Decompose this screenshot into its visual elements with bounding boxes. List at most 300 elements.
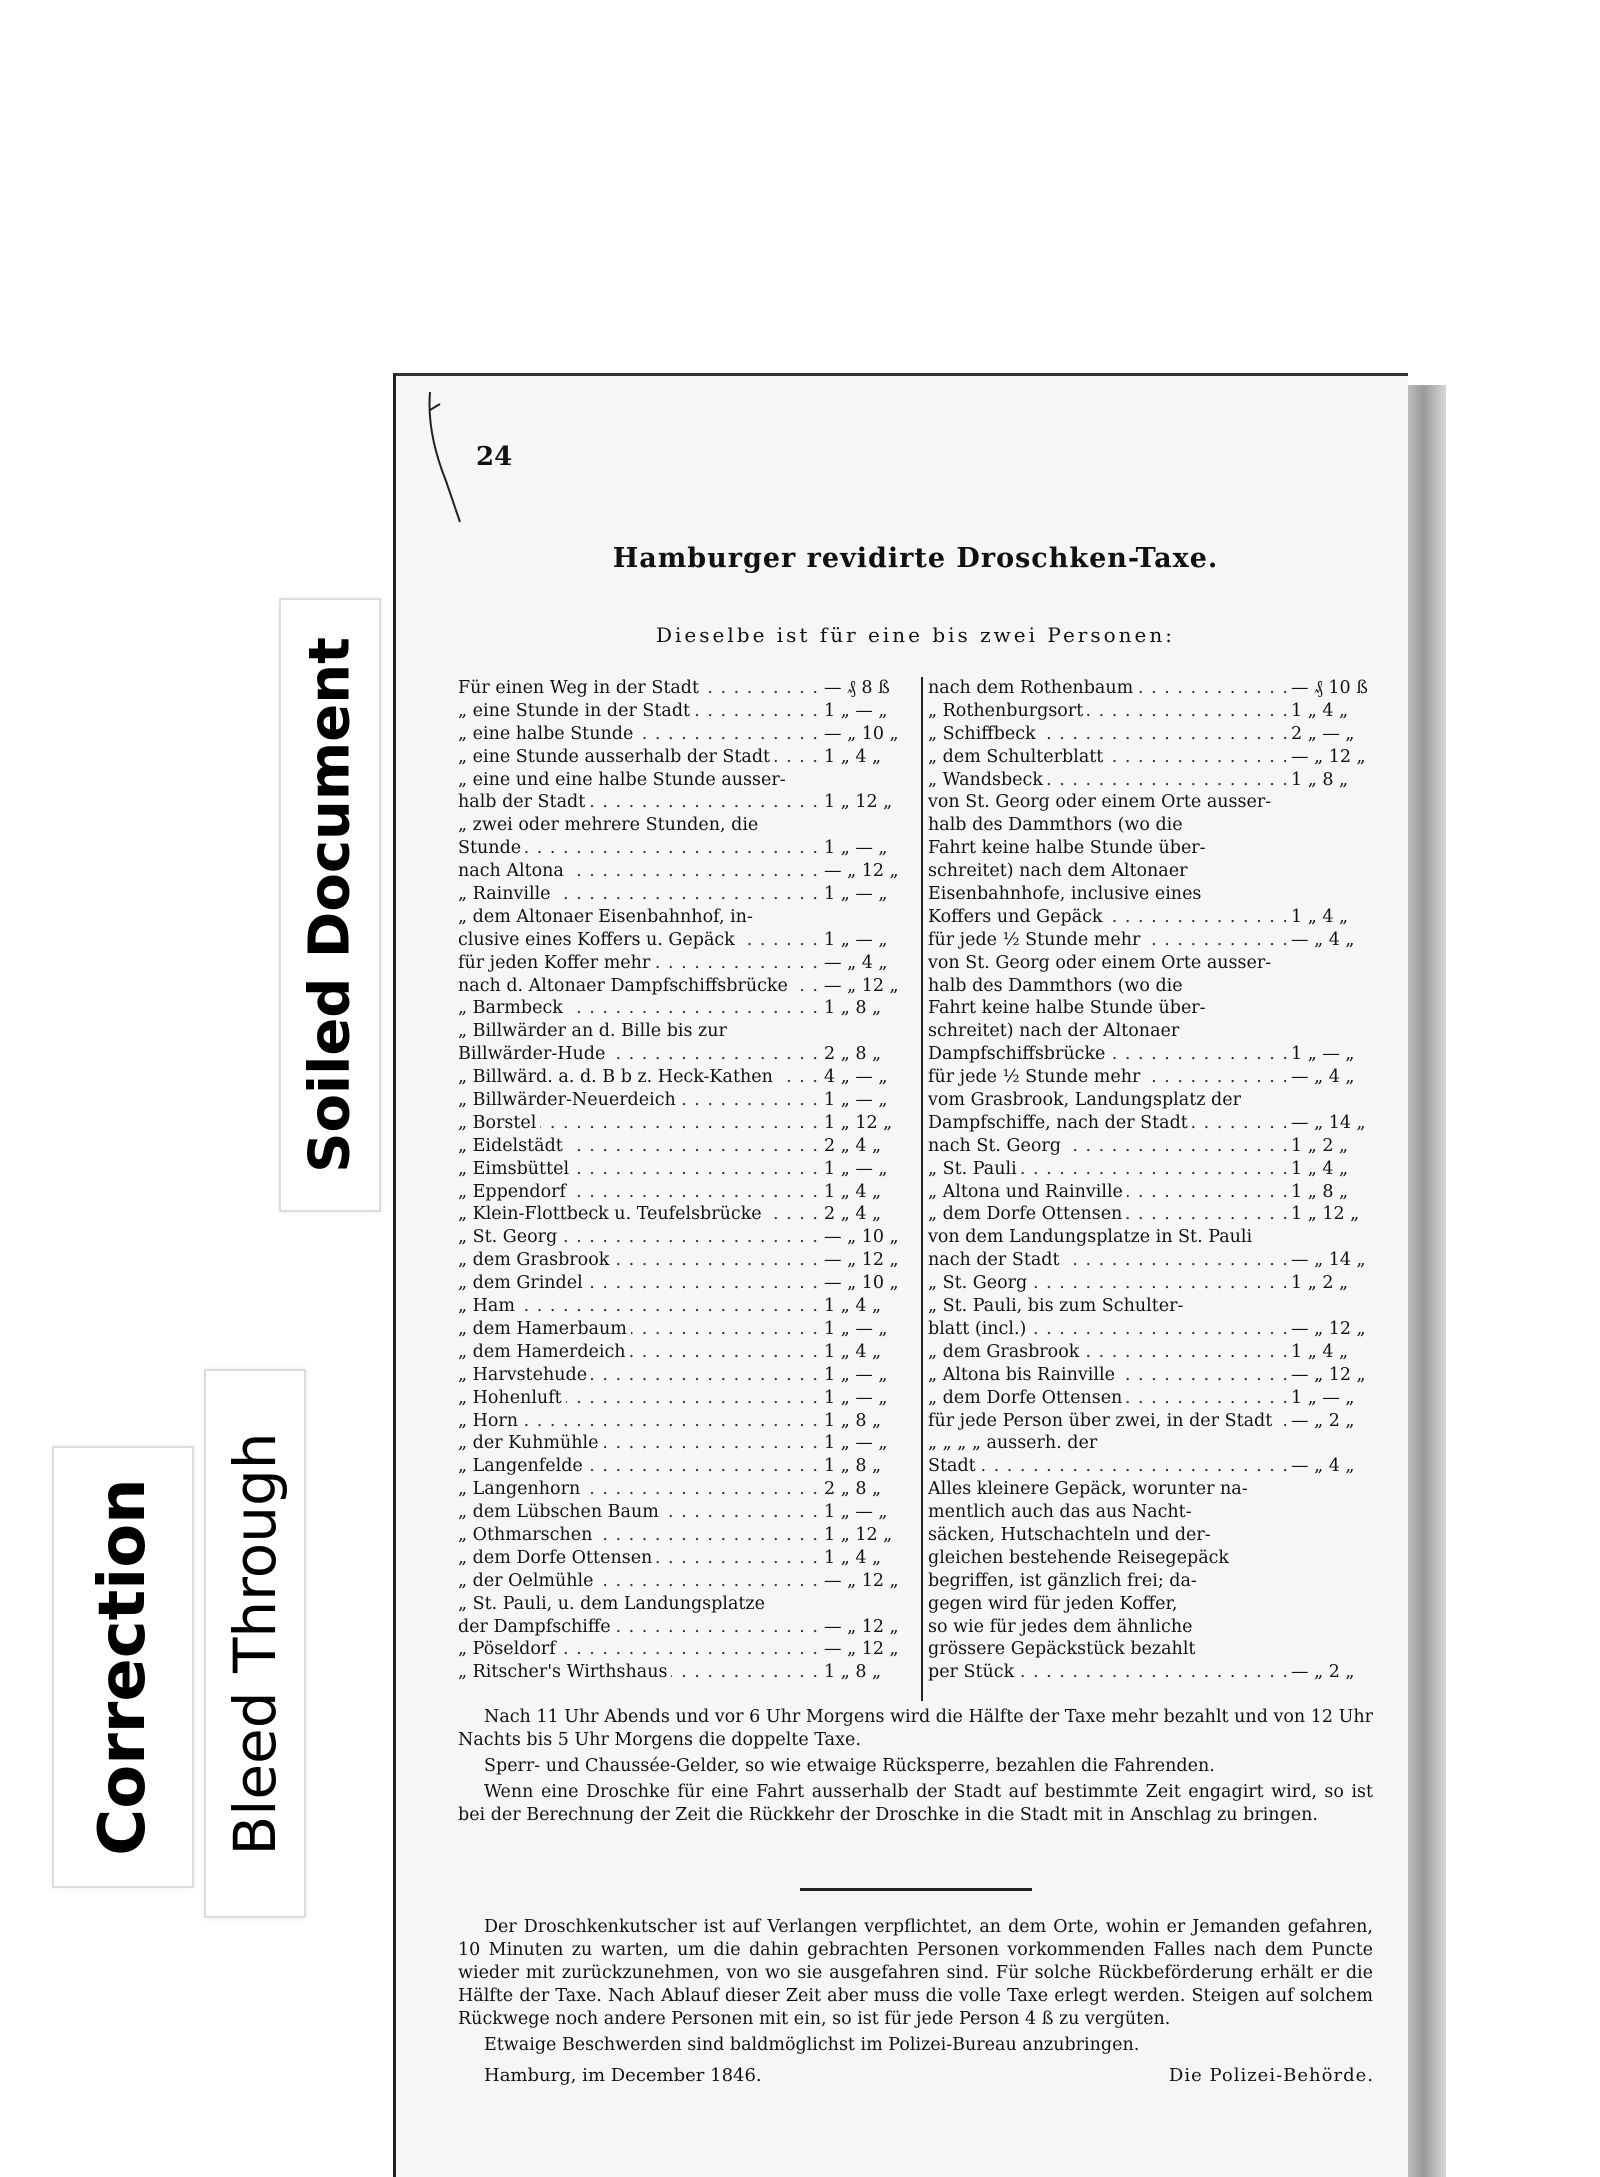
tariff-destination-text: „ Barmbeck [458, 998, 567, 1018]
tariff-destination-text: „ Klein-Flottbeck u. Teufelsbrücke [458, 1204, 766, 1224]
tariff-row [458, 723, 916, 746]
tariff-row [928, 1341, 1373, 1364]
tariff-row [928, 1112, 1373, 1135]
tariff-destination-text: „ dem Lübschen Baum [458, 1502, 663, 1522]
tariff-price: 1 „ — „ [1291, 1044, 1355, 1065]
tariff-price: 1 „ — „ [1291, 1387, 1355, 1408]
tariff-row [928, 1181, 1373, 1204]
tariff-destination [928, 1318, 1287, 1341]
tariff-price: — „ 12 „ [1291, 1364, 1366, 1385]
tariff-row [928, 723, 1373, 746]
tariff-destination-text: so wie für jedes dem ähnliche [928, 1617, 1196, 1637]
tariff-column-right [928, 677, 1373, 1684]
tariff-price: — „ 12 „ [1291, 1318, 1366, 1339]
tariff-destination [458, 1043, 820, 1066]
tariff-destination [458, 791, 820, 814]
tariff-row [928, 1226, 1373, 1249]
tariff-destination-text: von dem Landungsplatze in St. Pauli [928, 1227, 1256, 1247]
tariff-destination-text: „ dem Schulterblatt [928, 747, 1107, 767]
tariff-destination-text: „ Borstel [458, 1113, 540, 1133]
tariff-destination [458, 746, 820, 769]
tariff-price: 1 „ 4 „ [824, 1296, 882, 1317]
tariff-price: 1 „ 4 „ [824, 1181, 882, 1202]
tariff-row [458, 1249, 916, 1272]
tariff-destination [458, 860, 820, 883]
tariff-destination-text: „ Billwärd. a. d. B b z. Heck-Kathen [458, 1067, 777, 1087]
tariff-row [458, 700, 916, 723]
tariff-destination [458, 1387, 820, 1410]
tariff-destination [928, 1135, 1287, 1158]
tariff-price: 1 „ 8 „ [824, 1456, 882, 1477]
tariff-destination-text: „ Schiffbeck [928, 724, 1040, 744]
tariff-destination [928, 1661, 1287, 1684]
page-number: 24 [476, 442, 513, 472]
tariff-destination-text: für jede Person über zwei, in der Stadt [928, 1411, 1276, 1431]
tariff-destination-text: „ zwei oder mehrere Stunden, die [458, 815, 762, 835]
tariff-row [458, 814, 916, 837]
tariff-destination-text: „ dem Grindel [458, 1273, 587, 1293]
tariff-row [458, 1524, 916, 1547]
tariff-row [458, 1066, 916, 1089]
tariff-destination [928, 1181, 1287, 1204]
pen-mark-icon [426, 386, 466, 526]
tariff-row [928, 1432, 1373, 1455]
tariff-row [928, 1295, 1373, 1318]
tariff-row [928, 677, 1373, 700]
tariff-destination-text: schreitet) nach der Altonaer [928, 1021, 1183, 1041]
tariff-destination-text: „ eine und eine halbe Stunde ausser- [458, 770, 790, 790]
tariff-destination [928, 1616, 1287, 1639]
tariff-row [458, 769, 916, 792]
tariff-destination-text: „ „ „ „ ausserh. der [928, 1433, 1101, 1453]
document-subtitle: Dieselbe ist für eine bis zwei Personen: [656, 623, 1175, 647]
tariff-destination [458, 1547, 820, 1570]
tariff-destination-text: „ dem Dorfe Ottensen [928, 1204, 1126, 1224]
tariff-destination [458, 1272, 820, 1295]
tariff-price: — „ 14 „ [1291, 1112, 1366, 1133]
tariff-destination [928, 1203, 1287, 1226]
tariff-row [458, 791, 916, 814]
tariff-destination [458, 1020, 820, 1043]
tariff-row [458, 1455, 916, 1478]
tariff-destination [928, 1593, 1287, 1616]
tariff-destination [928, 1638, 1287, 1661]
tariff-row [458, 1638, 916, 1661]
note-paragraph: Nach 11 Uhr Abends und vor 6 Uhr Morgens wird die Hälfte der Taxe mehr bezahlt und von 12 Uhr Nachts bis 5 Uhr Morgens die doppelte Taxe. [458, 1707, 1373, 1750]
tariff-row [458, 883, 916, 906]
tariff-destination-text: „ dem Hamerbaum [458, 1319, 631, 1339]
tariff-destination [928, 791, 1287, 814]
tariff-price: 1 „ — „ [824, 1502, 888, 1523]
tariff-destination-text: „ dem Hamerdeich [458, 1342, 630, 1362]
tariff-destination [928, 1501, 1287, 1524]
tariff-destination-text: „ Ham [458, 1296, 519, 1316]
tariff-destination [928, 1570, 1287, 1593]
tariff-destination [458, 1432, 820, 1455]
tariff-destination [458, 677, 820, 700]
tariff-destination [458, 814, 820, 837]
tariff-destination-text: Dampfschiffe, nach der Stadt [928, 1113, 1192, 1133]
tariff-destination [928, 1158, 1287, 1181]
tariff-destination-text: „ Eppendorf [458, 1182, 570, 1202]
tariff-price: 2 „ 4 „ [824, 1135, 882, 1156]
tariff-row [458, 1295, 916, 1318]
tariff-row [458, 997, 916, 1020]
tariff-row [928, 791, 1373, 814]
tariff-destination [458, 1226, 820, 1249]
tariff-destination-text: halb des Dammthors (wo die [928, 976, 1187, 996]
tariff-destination-text: Eisenbahnhofe, inclusive eines [928, 884, 1205, 904]
tariff-destination [928, 746, 1287, 769]
tariff-destination-text: „ St. Pauli, u. dem Landungsplatze [458, 1594, 769, 1614]
tariff-destination-text: grössere Gepäckstück bezahlt [928, 1639, 1199, 1659]
tariff-row [928, 1020, 1373, 1043]
tariff-price: 1 „ — „ [824, 1158, 888, 1179]
column-divider [921, 677, 923, 1701]
tariff-row [458, 1341, 916, 1364]
tariff-destination-text: „ Rothenburgsort [928, 701, 1087, 721]
tariff-destination [928, 1364, 1287, 1387]
tariff-row [458, 1272, 916, 1295]
tariff-destination [928, 723, 1287, 746]
tariff-row [458, 837, 916, 860]
tariff-row [458, 1089, 916, 1112]
tariff-price: — „ 12 „ [824, 1570, 899, 1591]
tariff-destination-text: „ Eimsbüttel [458, 1159, 573, 1179]
issuing-authority: Die Polizei-Behörde. [1168, 2065, 1374, 2086]
tariff-row [928, 1593, 1373, 1616]
tariff-price: 1 „ 8 „ [1291, 769, 1349, 790]
tariff-row [928, 1158, 1373, 1181]
soiled-document-label [279, 598, 381, 1212]
tariff-row [458, 1387, 916, 1410]
tariff-destination [928, 860, 1287, 883]
tariff-price: 1 „ — „ [824, 700, 888, 721]
tariff-destination [458, 1341, 820, 1364]
tariff-destination-text: „ dem Altonaer Eisenbahnhof, in- [458, 907, 757, 927]
tariff-price: 1 „ — „ [824, 1387, 888, 1408]
tariff-price: 1 „ — „ [824, 884, 888, 905]
tariff-price: — „ 12 „ [824, 1250, 899, 1271]
tariff-price: 4 „ — „ [824, 1067, 888, 1088]
tariff-row [458, 1318, 916, 1341]
tariff-destination-text: Fahrt keine halbe Stunde über- [928, 838, 1210, 858]
tariff-destination [458, 1410, 820, 1433]
tariff-row [458, 1570, 916, 1593]
tariff-destination-text: „ Billwärder an d. Bille bis zur [458, 1021, 731, 1041]
tariff-row [928, 975, 1373, 998]
tariff-price: 1 „ 4 „ [824, 1341, 882, 1362]
tariff-row [458, 1616, 916, 1639]
tariff-destination-text: begriffen, ist gänzlich frei; da- [928, 1571, 1201, 1591]
tariff-destination [928, 1547, 1287, 1570]
tariff-price: 1 „ 4 „ [824, 1547, 882, 1568]
tariff-row [928, 837, 1373, 860]
tariff-price: 1 „ 4 „ [1291, 1158, 1349, 1179]
tariff-destination [928, 1524, 1287, 1547]
tariff-destination-text: „ Harvstehude [458, 1365, 591, 1385]
correction-label [52, 1446, 194, 1888]
place-date: Hamburg, im December 1846. [484, 2065, 762, 2086]
tariff-destination [458, 1616, 820, 1639]
tariff-destination [458, 952, 820, 975]
tariff-destination-text: „ Horn [458, 1411, 522, 1431]
tariff-price: — „ 12 „ [824, 975, 899, 996]
tariff-price: 1 „ 8 „ [824, 1410, 882, 1431]
tariff-row [458, 1020, 916, 1043]
tariff-destination [458, 1478, 820, 1501]
tariff-destination [928, 952, 1287, 975]
tariff-destination [458, 1524, 820, 1547]
tariff-destination-text: für jede ½ Stunde mehr [928, 1067, 1144, 1087]
tariff-destination-text: Stadt [928, 1456, 980, 1476]
tariff-notes [458, 1706, 1373, 1830]
tariff-destination [928, 837, 1287, 860]
tariff-price: 2 „ 8 „ [824, 1044, 882, 1065]
tariff-destination [928, 1295, 1287, 1318]
tariff-destination-text: Für einen Weg in der Stadt [458, 678, 703, 698]
tariff-price: 1 „ 4 „ [824, 746, 882, 767]
tariff-destination [458, 1638, 820, 1661]
tariff-table [458, 677, 1373, 1697]
tariff-row [458, 1410, 916, 1433]
tariff-column-left [458, 677, 916, 1684]
bleed-through-label-text: Bleed Through [221, 1431, 289, 1856]
tariff-row [458, 1593, 916, 1616]
tariff-destination [458, 997, 820, 1020]
tariff-row [458, 1112, 916, 1135]
tariff-destination-text: „ Eidelstädt [458, 1136, 567, 1156]
tariff-row [458, 906, 916, 929]
waiting-rules [458, 1916, 1373, 2060]
tariff-row [928, 1570, 1373, 1593]
tariff-destination-text: „ St. Georg [458, 1227, 561, 1247]
tariff-destination-text: für jede ½ Stunde mehr [928, 930, 1144, 950]
tariff-destination [458, 1570, 820, 1593]
section-rule [800, 1888, 1032, 1891]
tariff-destination-text: „ dem Grasbrook [928, 1342, 1083, 1362]
tariff-price: 1 „ — „ [824, 929, 888, 950]
tariff-destination [928, 769, 1287, 792]
tariff-destination-text: Fahrt keine halbe Stunde über- [928, 998, 1210, 1018]
bleed-through-label [204, 1369, 306, 1918]
tariff-row [458, 1432, 916, 1455]
tariff-destination-text: „ Altona bis Rainville [928, 1365, 1119, 1385]
tariff-destination [928, 1066, 1287, 1089]
tariff-destination-text: „ Langenfelde [458, 1456, 587, 1476]
tariff-row [458, 1547, 916, 1570]
tariff-price: — „ 12 „ [824, 1639, 899, 1660]
tariff-destination-text: vom Grasbrook, Landungsplatz der [928, 1090, 1245, 1110]
tariff-destination-text: „ Pöseldorf [458, 1639, 560, 1659]
tariff-destination-text: halb des Dammthors (wo die [928, 815, 1187, 835]
tariff-row [928, 860, 1373, 883]
tariff-destination-text: „ St. Georg [928, 1273, 1031, 1293]
tariff-row [928, 1661, 1373, 1684]
tariff-row [928, 997, 1373, 1020]
tariff-price: 1 „ 12 „ [824, 792, 893, 813]
tariff-price: 1 „ — „ [824, 1318, 888, 1339]
tariff-destination [928, 1387, 1287, 1410]
tariff-destination-text: Koffers und Gepäck [928, 907, 1107, 927]
tariff-destination [458, 1249, 820, 1272]
tariff-price: 2 „ 4 „ [824, 1204, 882, 1225]
tariff-price: 1 „ 4 „ [1291, 906, 1349, 927]
tariff-row [928, 1318, 1373, 1341]
document-page [393, 373, 1408, 2177]
tariff-price: 1 „ 8 „ [824, 998, 882, 1019]
tariff-price: 2 „ 8 „ [824, 1479, 882, 1500]
tariff-price: — „ 14 „ [1291, 1250, 1366, 1271]
tariff-destination-text: gleichen bestehende Reisegepäck [928, 1548, 1233, 1568]
tariff-destination [458, 1181, 820, 1204]
tariff-destination [458, 769, 820, 792]
tariff-destination [928, 1112, 1287, 1135]
tariff-price: 1 „ 12 „ [824, 1112, 893, 1133]
tariff-price: 1 „ — „ [824, 1364, 888, 1385]
document-title: Hamburger revidirte Droschken-Taxe. [612, 543, 1219, 574]
tariff-destination [928, 883, 1287, 906]
tariff-destination-text: „ Langenhorn [458, 1479, 584, 1499]
tariff-destination [458, 883, 820, 906]
tariff-price: 1 „ — „ [824, 1090, 888, 1111]
tariff-row [928, 1478, 1373, 1501]
tariff-destination-text: „ Rainville [458, 884, 555, 904]
tariff-destination [928, 929, 1287, 952]
tariff-destination [928, 700, 1287, 723]
tariff-row [928, 1501, 1373, 1524]
tariff-destination [458, 837, 820, 860]
tariff-destination-text: mentlich auch das aus Nacht- [928, 1502, 1196, 1522]
tariff-destination [928, 1226, 1287, 1249]
tariff-destination [928, 906, 1287, 929]
tariff-destination-text: „ dem Grasbrook [458, 1250, 613, 1270]
tariff-row [928, 769, 1373, 792]
tariff-destination [928, 975, 1287, 998]
tariff-price: — ₰ 10 ß [1291, 678, 1368, 698]
tariff-destination-text: „ Wandsbeck [928, 770, 1047, 790]
tariff-destination-text: halb der Stadt [458, 792, 589, 812]
tariff-price: 1 „ 12 „ [824, 1524, 893, 1545]
note-paragraph: Etwaige Beschwerden sind baldmöglichst im Polizei-Bureau anzubringen. [484, 2035, 1140, 2055]
tariff-row [928, 746, 1373, 769]
tariff-price: — „ 4 „ [1291, 929, 1355, 950]
tariff-price: — „ 4 „ [824, 952, 888, 973]
tariff-price: — „ 12 „ [824, 861, 899, 882]
tariff-row [928, 883, 1373, 906]
tariff-row [458, 1181, 916, 1204]
tariff-destination [458, 906, 820, 929]
tariff-price: — „ 4 „ [1291, 1067, 1355, 1088]
tariff-destination-text: „ St. Pauli, bis zum Schulter- [928, 1296, 1187, 1316]
tariff-row [458, 1501, 916, 1524]
tariff-destination [928, 677, 1287, 700]
tariff-destination-text: von St. Georg oder einem Orte ausser- [928, 953, 1275, 973]
tariff-row [928, 1043, 1373, 1066]
tariff-row [928, 1272, 1373, 1295]
tariff-price: — „ 2 „ [1291, 1662, 1355, 1683]
tariff-destination-text: nach d. Altonaer Dampfschiffsbrücke [458, 976, 792, 996]
page-edge-shadow [1408, 385, 1446, 2177]
tariff-destination-text: säcken, Hutschachteln und der- [928, 1525, 1215, 1545]
tariff-row [928, 929, 1373, 952]
tariff-row [928, 814, 1373, 837]
correction-label-text: Correction [86, 1478, 160, 1856]
tariff-destination-text: der Dampfschiffe [458, 1617, 615, 1637]
tariff-destination [928, 1043, 1287, 1066]
tariff-destination-text: „ Othmarschen [458, 1525, 596, 1545]
tariff-row [928, 1089, 1373, 1112]
tariff-destination [458, 1318, 820, 1341]
soiled-document-label-text: Soiled Document [297, 637, 363, 1173]
tariff-destination [928, 1455, 1287, 1478]
tariff-row [458, 1661, 916, 1684]
tariff-destination [458, 1089, 820, 1112]
tariff-destination-text: „ eine Stunde in der Stadt [458, 701, 694, 721]
tariff-row [458, 1135, 916, 1158]
tariff-row [458, 952, 916, 975]
tariff-destination [458, 975, 820, 998]
tariff-destination-text: Dampfschiffsbrücke [928, 1044, 1109, 1064]
tariff-destination [928, 1478, 1287, 1501]
tariff-row [928, 1410, 1373, 1433]
note-paragraph: Sperr- und Chaussée-Gelder, so wie etwaige Rücksperre, bezahlen die Fahrenden. [484, 1756, 1215, 1776]
tariff-destination [458, 1112, 820, 1135]
tariff-row [928, 1364, 1373, 1387]
tariff-destination-text: Stunde [458, 838, 525, 858]
tariff-destination [458, 1203, 820, 1226]
tariff-price: 1 „ 8 „ [824, 1662, 882, 1683]
tariff-destination-text: Billwärder-Hude [458, 1044, 609, 1064]
tariff-destination-text: „ eine halbe Stunde [458, 724, 637, 744]
tariff-destination-text: „ Altona und Rainville [928, 1182, 1127, 1202]
tariff-destination-text: für jeden Koffer mehr [458, 953, 654, 973]
tariff-price: 2 „ — „ [1291, 723, 1355, 744]
tariff-row [928, 1249, 1373, 1272]
tariff-destination [928, 1272, 1287, 1295]
tariff-row [458, 1478, 916, 1501]
tariff-row [928, 952, 1373, 975]
tariff-row [928, 700, 1373, 723]
tariff-destination [928, 1020, 1287, 1043]
tariff-destination-text: von St. Georg oder einem Orte ausser- [928, 792, 1275, 812]
tariff-price: — „ 10 „ [824, 1227, 899, 1248]
tariff-row [458, 746, 916, 769]
tariff-destination [458, 1295, 820, 1318]
tariff-price: 1 „ 8 „ [1291, 1181, 1349, 1202]
tariff-row [928, 1616, 1373, 1639]
tariff-destination-text: clusive eines Koffers u. Gepäck [458, 930, 739, 950]
tariff-price: — „ 10 „ [824, 723, 899, 744]
note-paragraph: Wenn eine Droschke für eine Fahrt ausserhalb der Stadt auf bestimmte Zeit engagirt wird, so ist bei der Berechnung der Zeit die Rückkehr der Droschke in die Stadt mit in Anschlag zu bringen. [458, 1782, 1373, 1825]
tariff-destination [458, 700, 820, 723]
tariff-price: 1 „ — „ [824, 838, 888, 859]
tariff-price: — „ 12 „ [824, 1616, 899, 1637]
tariff-destination-text: nach St. Georg [928, 1136, 1065, 1156]
tariff-destination-text: „ der Kuhmühle [458, 1433, 602, 1453]
tariff-row [928, 1547, 1373, 1570]
tariff-row [928, 1524, 1373, 1547]
tariff-destination [458, 1158, 820, 1181]
tariff-row [458, 1364, 916, 1387]
tariff-row [458, 1226, 916, 1249]
tariff-row [928, 1135, 1373, 1158]
tariff-destination [458, 1066, 820, 1089]
tariff-destination-text: blatt (incl.) [928, 1319, 1030, 1339]
tariff-destination [458, 1501, 820, 1524]
tariff-price: — „ 12 „ [1291, 746, 1366, 767]
tariff-destination [458, 1364, 820, 1387]
